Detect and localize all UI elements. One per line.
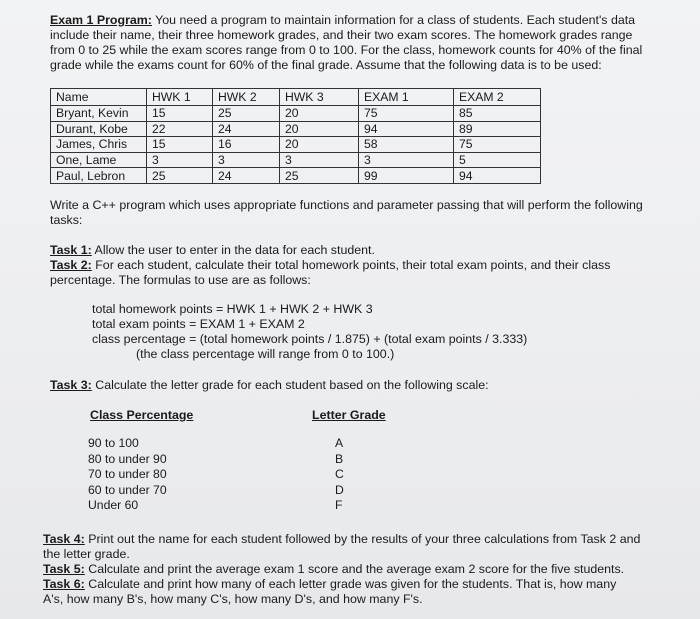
scale-letter: D [335, 482, 344, 497]
table-cell: 15 [147, 137, 213, 153]
task4-line-1: Task 4: Print out the name for each student followed by the results of your three calculations from Task 2 and [43, 532, 641, 546]
table-cell: 94 [359, 121, 454, 137]
header-hwk3: HWK 3 [280, 89, 359, 106]
intro-line-1: Exam 1 Program: You need a program to maintain information for a class of students. Each student's data [50, 13, 636, 27]
table-cell: James, Chris [51, 137, 147, 153]
intro-line-3: from 0 to 25 while the exam scores range from 0 to 100. For the class, homework counts for 40% of the final [50, 43, 643, 57]
formula-homework: total homework points = HWK 1 + HWK 2 + HWK 3 [92, 302, 373, 316]
table-cell: 24 [213, 121, 280, 137]
header-name: Name [51, 89, 147, 106]
table-cell: 75 [359, 106, 454, 122]
scale-ranges [88, 436, 167, 514]
table-cell: 20 [280, 121, 359, 137]
table-cell: Bryant, Kevin [51, 106, 147, 122]
student-data-table [50, 88, 541, 184]
write-line-1: Write a C++ program which uses appropriate functions and parameter passing that will perform the following [50, 198, 643, 212]
formula-note: (the class percentage will range from 0 to 100.) [136, 347, 395, 361]
scale-range: 70 to under 80 [88, 467, 167, 481]
header-hwk2: HWK 2 [213, 89, 280, 106]
table-cell: 94 [454, 168, 541, 184]
intro-line-2: include their name, their three homework grades, and their two exam scores. The homework grades range [50, 28, 633, 42]
header-exam1: EXAM 1 [359, 89, 454, 106]
table-row [51, 106, 541, 122]
table-cell: Paul, Lebron [51, 168, 147, 184]
table-cell: 5 [454, 152, 541, 168]
intro-line-4: grade while the exams count for 60% of the final grade. Assume that the following data is to be used: [50, 58, 602, 72]
table-cell: 16 [213, 137, 280, 153]
scale-letters [335, 436, 344, 514]
table-cell: 85 [454, 106, 541, 122]
table-cell: 25 [280, 168, 359, 184]
table-cell: 22 [147, 121, 213, 137]
scale-range: Under 60 [88, 498, 139, 512]
task3-line: Task 3: Calculate the letter grade for each student based on the following scale: [50, 378, 489, 392]
task2-label: Task 2: [50, 258, 92, 272]
task1-line: Task 1: Allow the user to enter in the data for each student. [50, 243, 375, 257]
task2-line-2: percentage. The formulas to use are as follows: [50, 273, 311, 287]
table-cell: 25 [147, 168, 213, 184]
table-row [51, 121, 541, 137]
table-cell: 99 [359, 168, 454, 184]
table-cell: 20 [280, 137, 359, 153]
table-cell: 24 [213, 168, 280, 184]
scale-letter: A [335, 436, 344, 450]
table-cell: 3 [280, 152, 359, 168]
table-row [51, 137, 541, 153]
table-cell: 3 [213, 152, 280, 168]
task4-label: Task 4: [43, 532, 85, 546]
table-cell: Durant, Kobe [51, 121, 147, 137]
header-exam2: EXAM 2 [454, 89, 541, 106]
task6-label: Task 6: [43, 577, 85, 591]
formula-percentage: class percentage = (total homework points / 1.875) + (total exam points / 3.333) [92, 332, 528, 346]
intro-title: Exam 1 Program: [50, 13, 152, 27]
scale-range: 90 to 100 [88, 436, 139, 450]
task6-line-2: A's, how many B's, how many C's, how many D's, and how many F's. [43, 592, 423, 606]
scale-header-letter: Letter Grade [312, 408, 386, 422]
table-cell: 75 [454, 137, 541, 153]
table-cell: One, Lame [51, 152, 147, 168]
scale-letter: C [335, 467, 344, 481]
task5-line: Task 5: Calculate and print the average exam 1 score and the average exam 2 score for the five students. [43, 562, 625, 576]
header-hwk1: HWK 1 [147, 89, 213, 106]
scale-range: 80 to under 90 [88, 451, 167, 466]
formula-exam: total exam points = EXAM 1 + EXAM 2 [92, 317, 305, 331]
task1-label: Task 1: [50, 243, 92, 257]
task4-line-2: the letter grade. [43, 547, 130, 561]
table-row [51, 168, 541, 184]
table-cell: 15 [147, 106, 213, 122]
table-cell: 20 [280, 106, 359, 122]
task2-line-1: Task 2: For each student, calculate their total homework points, their total exam points, and their class [50, 258, 611, 272]
scale-letter: F [335, 498, 343, 512]
task3-label: Task 3: [50, 378, 92, 392]
table-cell: 89 [454, 121, 541, 137]
table-cell: 58 [359, 137, 454, 153]
table-cell: 3 [147, 152, 213, 168]
scale-header-percentage: Class Percentage [90, 408, 194, 422]
table-cell: 25 [213, 106, 280, 122]
scale-range: 60 to under 70 [88, 482, 167, 497]
table-row [51, 152, 541, 168]
table-cell: 3 [359, 152, 454, 168]
table-header-row [51, 89, 541, 106]
task5-label: Task 5: [43, 562, 85, 576]
task6-line-1: Task 6: Calculate and print how many of each letter grade was given for the students. That is, how many [43, 577, 617, 591]
write-line-2: tasks: [50, 213, 83, 227]
scale-letter: B [335, 451, 344, 466]
